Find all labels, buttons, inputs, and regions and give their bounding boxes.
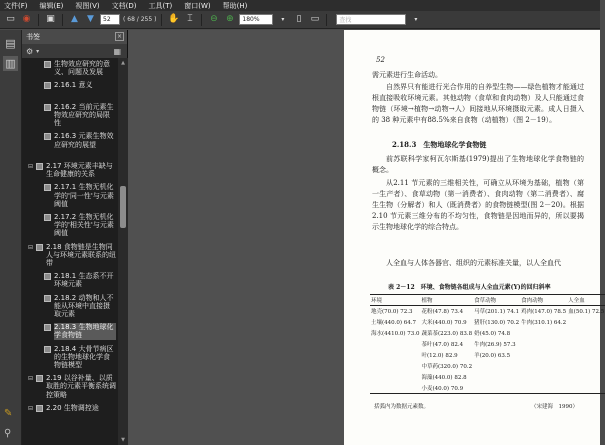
create-pdf-icon[interactable]: ◉ xyxy=(22,14,31,24)
table-cell: 小麦(40.0) 70.9 xyxy=(421,385,464,392)
table-cell: 蔬菜茶(223.0) 83.8 xyxy=(421,331,473,337)
paragraph: 前苏联科学家柯瓦尔斯基(1979)提出了生物地球化学食物链的概念。 xyxy=(372,155,584,174)
table-cell xyxy=(567,350,605,361)
fit-page-icon[interactable]: ▯ xyxy=(296,14,302,24)
menu-document[interactable]: 文档(D) xyxy=(111,1,137,10)
bookmark-icon xyxy=(44,273,51,280)
table-cell xyxy=(520,372,567,383)
table-cell: 羊(20.0) 63.5 xyxy=(474,353,511,359)
bookmark-label: 2.18.1 生态系不开环境元素 xyxy=(54,272,114,289)
table-row xyxy=(370,328,605,339)
bookmark-label: 2.19 以谷补量、以质取胜的元素平衡系统调控策略 xyxy=(46,374,116,399)
table-cell: 茶叶(47.0) 82.4 xyxy=(421,342,464,348)
hand-tool-icon[interactable]: ✋ xyxy=(168,14,180,24)
fit-width-icon[interactable]: ▭ xyxy=(310,14,320,24)
attachments-icon[interactable]: ⚲ xyxy=(4,428,12,439)
menu-help[interactable]: 帮助(H) xyxy=(222,1,248,10)
table-row xyxy=(370,383,605,394)
bookmark-tree xyxy=(22,58,118,445)
bookmark-icon xyxy=(44,82,51,89)
table-caption: 表 2－12 环境、食物链各组成与人全血元素(Y)的回归斜率 xyxy=(388,284,551,291)
page-number: 52 xyxy=(376,56,385,64)
gear-icon[interactable]: ⚙ xyxy=(26,46,34,56)
menu-tools[interactable]: 工具(T) xyxy=(148,1,173,10)
paragraph: 人全血与人体各器官、组织的元素标准关量，以人全血代 xyxy=(386,259,561,267)
select-tool-icon[interactable]: ⌶ xyxy=(187,14,193,24)
table-cell xyxy=(370,361,421,372)
scroll-up-icon[interactable]: ▲ xyxy=(121,60,125,66)
bookmark-icon xyxy=(36,375,43,382)
next-page-icon[interactable]: ▼ xyxy=(87,14,94,24)
table-cell: 地壳(70.0) 72.3 xyxy=(371,309,413,316)
table-header: 食草动物 xyxy=(473,295,520,306)
toolbar xyxy=(0,11,600,29)
bookmark-label: 2.17.2 生物无机化学的'相关性'与元素阈值 xyxy=(54,213,114,238)
scroll-down-icon[interactable]: ▼ xyxy=(121,437,125,443)
table-cell: 猪肝(130.0) 70.2 xyxy=(474,320,520,326)
table-cell xyxy=(370,372,421,383)
table-header: 植物 xyxy=(421,295,474,306)
collapse-icon[interactable]: ⊟ xyxy=(28,243,34,251)
menu-edit[interactable]: 编辑(E) xyxy=(39,1,64,10)
bookmark-icon xyxy=(44,104,51,111)
bookmark-label: 生物效应研究的意义、问题及发展 xyxy=(54,60,110,77)
table-cell: 奶(45.0) 74.8 xyxy=(474,331,511,337)
table-cell xyxy=(473,361,520,372)
bookmarks-panel xyxy=(22,30,128,445)
bookmark-icon xyxy=(44,324,51,331)
bookmark-icon xyxy=(44,295,51,302)
table-cell xyxy=(520,339,567,350)
table-cell xyxy=(520,328,567,339)
zoom-in-icon[interactable]: ⊕ xyxy=(226,14,234,24)
table-row xyxy=(370,372,605,383)
table-cell xyxy=(567,383,605,394)
table-cell: 中草药(320.0) 70.2 xyxy=(421,364,473,370)
table-header: 人全血 xyxy=(567,295,605,306)
close-icon[interactable]: × xyxy=(116,33,123,40)
bookmark-label: 2.20 生物调控途 xyxy=(46,403,99,412)
zoom-dropdown-icon[interactable]: ▾ xyxy=(281,15,285,23)
paragraph: 自然界只有能进行光合作用的自养型生物——绿色植物才能通过根直接吸收环境元素。其他动物（食草和食肉动物）及人只能通过食物链（环境→植物→动物→人）间接地从环境摄取元素。成人日摄入的 38 种元素中有88.5%来自食物（动植物）（图 2－19）。 xyxy=(372,83,584,124)
table-header: 环境 xyxy=(370,295,421,306)
bookmark-icon xyxy=(44,133,51,140)
panel-toolbar xyxy=(22,44,127,58)
table-row xyxy=(370,317,605,328)
table-cell: 马草(201.1) 74.1 xyxy=(474,309,520,316)
print-icon[interactable]: ▣ xyxy=(46,14,55,24)
toolbar-separator xyxy=(62,14,63,26)
section-heading: 2.18.3 生物地球化学食物链 xyxy=(392,140,487,149)
zoom-out-icon[interactable]: ⊖ xyxy=(210,14,218,24)
table-cell: 土壤(440.0) 64.7 xyxy=(371,320,417,326)
bookmark-label: 2.18.4 大骨节病区的生物地球化学食物链模型 xyxy=(54,344,114,369)
bookmark-icon xyxy=(36,163,43,170)
page-thumbnails-icon[interactable]: ▤ xyxy=(5,37,16,50)
table-cell xyxy=(520,361,567,372)
table-cell: 鸡肉(147.0) 78.5 xyxy=(521,309,567,316)
search-input[interactable]: 查找 xyxy=(336,14,406,25)
toolbar-separator xyxy=(38,14,39,26)
comments-icon[interactable]: ✎ xyxy=(4,408,13,419)
collapse-icon[interactable]: ⊟ xyxy=(28,404,34,412)
table-cell xyxy=(473,372,520,383)
new-bookmark-icon[interactable]: ▦ xyxy=(113,46,121,56)
menu-view[interactable]: 视图(V) xyxy=(75,1,100,10)
panel-header xyxy=(22,30,127,44)
toolbar-separator xyxy=(326,14,327,26)
table-cell: 海水(4410.0) 73.0 xyxy=(371,331,420,337)
table-note: 括弧内为数据元素数。 xyxy=(374,404,430,410)
text-line: 需元素进行生命活动。 xyxy=(372,71,442,79)
table-cell xyxy=(473,383,520,394)
chevron-down-icon[interactable]: ▾ xyxy=(36,47,40,55)
table-row xyxy=(370,339,605,350)
table-row xyxy=(370,361,605,372)
paragraph: 从2.11 节元素的三维相关性，可确立从环境为基础，植物（第一生产者）、食草动物（第一消费者）、食肉动物（第二消费者）、腐生生物（分解者）和人（既消费者）的食物链模型(图 2－20)。根据2.10 节元素三维分布的不均匀性，食物链是因地而异的，所以要揭示生物地球化学的综合特点。 xyxy=(372,179,584,231)
menu-file[interactable]: 文件(F) xyxy=(4,1,28,10)
scrollbar-thumb[interactable] xyxy=(120,186,126,228)
bookmark-label: 2.16.1 意义 xyxy=(54,81,93,90)
table-source: （宋建海 1990） xyxy=(531,404,578,410)
collapse-icon[interactable]: ⊟ xyxy=(28,163,34,170)
bookmarks-icon[interactable]: ▥ xyxy=(3,56,18,71)
document-page xyxy=(344,30,605,445)
panel-title: 书签 xyxy=(26,33,40,41)
zoom-select[interactable]: 180% xyxy=(239,14,273,25)
table-cell xyxy=(370,339,421,350)
table-header: 食肉动物 xyxy=(520,295,567,306)
table-cell xyxy=(567,317,605,328)
bookmark-label: 2.16.2 当前元素生物效应研究的局限性 xyxy=(54,102,114,128)
table-row xyxy=(370,306,605,317)
navigation-rail xyxy=(0,30,22,445)
table-row xyxy=(370,350,605,361)
bookmark-icon xyxy=(36,244,43,251)
table-cell: 牛肉(26.9) 57.3 xyxy=(474,342,516,348)
table-cell xyxy=(520,350,567,361)
table-cell xyxy=(370,350,421,361)
table-cell xyxy=(567,328,605,339)
table-cell xyxy=(520,383,567,394)
bookmark-scrollbar[interactable] xyxy=(118,58,128,445)
table-cell: 大米(440.0) 70.9 xyxy=(421,320,467,326)
bookmark-label: 2.17 环境元素丰缺与生命健康的关系 xyxy=(46,162,113,179)
bookmark-icon xyxy=(44,184,51,191)
search-dropdown-icon[interactable]: ▾ xyxy=(414,15,418,23)
bookmark-label: 2.18.2 动物和人不能从环境中直接摄取元素 xyxy=(54,293,114,318)
menu-window[interactable]: 窗口(W) xyxy=(184,1,211,10)
bookmark-icon xyxy=(44,346,51,353)
document-viewer[interactable] xyxy=(128,30,605,445)
table-cell xyxy=(567,361,605,372)
table-cell xyxy=(567,339,605,350)
page-count-label: ( 68 / 255 ) xyxy=(123,16,157,23)
bookmark-icon xyxy=(44,61,51,68)
table-cell: 海藻(440.0) 82.8 xyxy=(421,375,467,381)
bookmark-icon xyxy=(44,214,51,221)
prev-page-icon[interactable]: ▲ xyxy=(71,14,78,24)
bookmark-label: 2.18.3 生物地球化学食物链 xyxy=(54,323,116,339)
table-cell xyxy=(567,372,605,383)
toolbar-separator xyxy=(201,14,202,26)
menu-bar xyxy=(0,0,600,11)
bookmark-label: 2.16.3 元素生物效应研究的展望 xyxy=(54,132,114,149)
open-icon[interactable]: ▭ xyxy=(6,14,15,24)
page-number-input[interactable]: 52 xyxy=(100,14,120,25)
data-table xyxy=(370,294,605,394)
bookmark-label: 2.18 食物链是生物同人与环境元素联系的纽带 xyxy=(46,242,116,267)
table-cell: 牛肉(310.1) 64.2 xyxy=(521,320,567,326)
table-cell: 叶(12.0) 82.9 xyxy=(421,353,458,359)
bookmark-label: 2.17.1 生物无机化学的'同一性'与元素阈值 xyxy=(54,183,114,208)
bookmark-icon xyxy=(36,405,43,412)
table-cell: 血(50.1) 72.5 xyxy=(568,309,605,316)
table-cell xyxy=(370,383,421,394)
table-cell: 花粉(47.8) 73.4 xyxy=(421,309,464,316)
toolbar-separator xyxy=(161,14,162,26)
collapse-icon[interactable]: ⊟ xyxy=(28,375,34,383)
